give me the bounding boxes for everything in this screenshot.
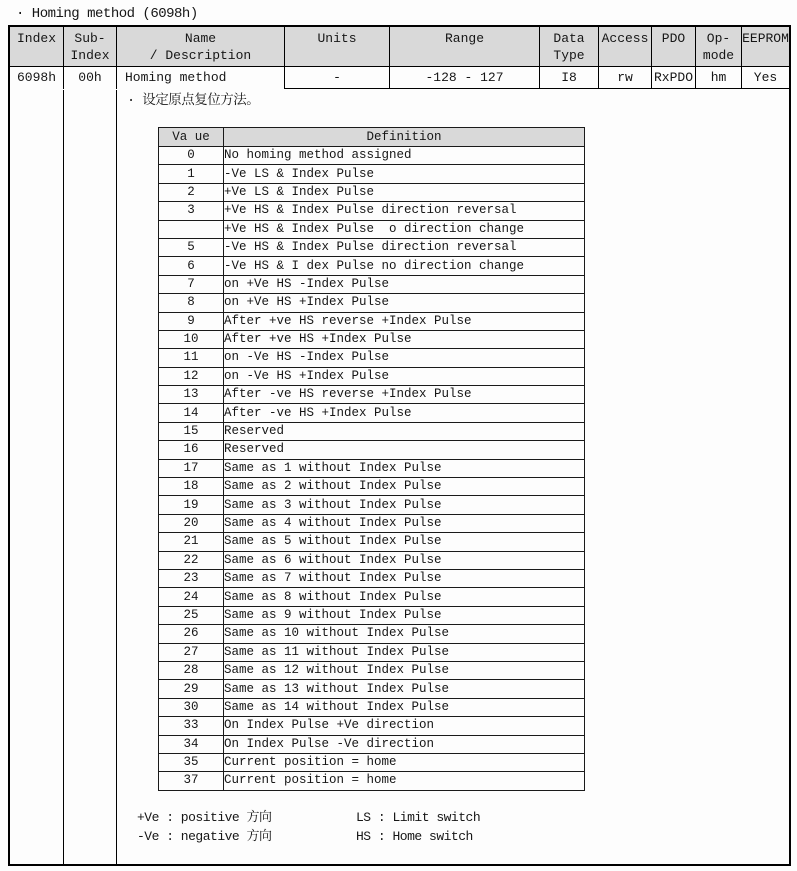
definition-cell: Same as 9 without Index Pulse: [224, 606, 585, 624]
value-cell: 5: [159, 238, 224, 256]
value-table-row: [159, 238, 585, 256]
definition-cell: No homing method assigned: [224, 147, 585, 165]
object-spec-table: [8, 25, 791, 866]
definition-cell: After -ve HS +Index Pulse: [224, 404, 585, 422]
col-header-units: [285, 27, 390, 66]
value-table-row: [159, 275, 585, 293]
col-header-line: Name: [184, 31, 217, 46]
homing-method-value-table: [158, 127, 585, 791]
value-table-row: [159, 698, 585, 716]
value-cell: 10: [159, 330, 224, 348]
value-cell: 2: [159, 183, 224, 201]
value-cell: 7: [159, 275, 224, 293]
access-value: rw: [599, 67, 652, 89]
value-table-body: [159, 147, 585, 791]
description-area: [10, 90, 789, 864]
data-type-value: I8: [540, 67, 599, 89]
value-table-row: [159, 367, 585, 385]
object-description: · 设定原点复位方法。: [127, 94, 260, 109]
col-header-line: Data: [553, 31, 585, 46]
value-cell: 27: [159, 643, 224, 661]
sub-index-column-divider: [116, 90, 117, 864]
value-table-row: [159, 496, 585, 514]
definition-cell: Same as 14 without Index Pulse: [224, 698, 585, 716]
col-header-data-type: [540, 27, 599, 66]
value-cell: 21: [159, 533, 224, 551]
definition-cell: Same as 5 without Index Pulse: [224, 533, 585, 551]
definition-cell: Same as 12 without Index Pulse: [224, 661, 585, 679]
definition-cell: After -ve HS reverse +Index Pulse: [224, 386, 585, 404]
col-header-sub-index: [64, 27, 117, 66]
value-table-row: [159, 183, 585, 201]
col-header-line: / Description: [149, 48, 252, 63]
col-header-index: [10, 27, 64, 66]
col-header-line: Units: [317, 31, 357, 46]
definition-cell: Reserved: [224, 422, 585, 440]
legend-negative: -Ve : negative 方向: [137, 829, 272, 844]
col-header-pdo: [652, 27, 696, 66]
eeprom-value: Yes: [742, 67, 789, 89]
definition-cell: Same as 2 without Index Pulse: [224, 478, 585, 496]
value-cell: 18: [159, 478, 224, 496]
col-header-line: EEPROM: [742, 31, 789, 46]
definition-cell: on -Ve HS +Index Pulse: [224, 367, 585, 385]
value-table-row: [159, 441, 585, 459]
object-name: Homing method: [117, 67, 285, 89]
value-cell: 3: [159, 202, 224, 220]
value-table-row: [159, 735, 585, 753]
value-table-row: [159, 147, 585, 165]
value-table-row: [159, 478, 585, 496]
col-header-line: PDO: [661, 31, 686, 46]
definition-cell: On Index Pulse -Ve direction: [224, 735, 585, 753]
col-header-access: [599, 27, 652, 66]
value-cell: 26: [159, 625, 224, 643]
value-table-row: [159, 569, 585, 587]
value-cell: 22: [159, 551, 224, 569]
definition-cell: -Ve HS & Index Pulse direction reversal: [224, 238, 585, 256]
definition-cell: on +Ve HS +Index Pulse: [224, 294, 585, 312]
pdo-value: RxPDO: [652, 67, 696, 89]
value-cell: 0: [159, 147, 224, 165]
col-header-op-mode: [696, 27, 742, 66]
value-table-row: [159, 220, 585, 238]
value-table-row: [159, 386, 585, 404]
value-table-row: [159, 625, 585, 643]
value-cell: 16: [159, 441, 224, 459]
value-table-row: [159, 330, 585, 348]
legend-limit-switch: LS : Limit switch: [356, 810, 481, 825]
value-table-row: [159, 294, 585, 312]
col-header-line: Index: [70, 48, 110, 63]
col-header-line: Type: [553, 48, 585, 63]
value-table-row: [159, 422, 585, 440]
value-cell: 13: [159, 386, 224, 404]
value-table-row: [159, 257, 585, 275]
spec-header-row: [10, 27, 789, 67]
value-cell: 17: [159, 459, 224, 477]
value-table-row: [159, 661, 585, 679]
definition-cell: Same as 3 without Index Pulse: [224, 496, 585, 514]
value-cell: 19: [159, 496, 224, 514]
value-cell: 35: [159, 753, 224, 771]
value-cell: 34: [159, 735, 224, 753]
col-header-range: [390, 27, 540, 66]
definition-cell: -Ve HS & I dex Pulse no direction change: [224, 257, 585, 275]
col-header-line: Index: [16, 31, 56, 46]
col-header-line: mode: [702, 48, 735, 63]
value-cell: 20: [159, 514, 224, 532]
definition-cell: On Index Pulse +Ve direction: [224, 717, 585, 735]
definition-cell: +Ve LS & Index Pulse: [224, 183, 585, 201]
definition-cell: Current position = home: [224, 753, 585, 771]
range-value: -128 - 127: [390, 67, 540, 89]
value-table-row: [159, 533, 585, 551]
value-cell: 37: [159, 772, 224, 790]
value-table-row: [159, 606, 585, 624]
value-cell: 9: [159, 312, 224, 330]
value-table-row: [159, 312, 585, 330]
value-table-row: [159, 753, 585, 771]
value-cell: 28: [159, 661, 224, 679]
definition-cell: After +ve HS +Index Pulse: [224, 330, 585, 348]
definition-cell: Same as 8 without Index Pulse: [224, 588, 585, 606]
value-cell: [159, 220, 224, 238]
value-cell: 8: [159, 294, 224, 312]
index-column-divider: [63, 90, 64, 864]
definition-cell: Same as 4 without Index Pulse: [224, 514, 585, 532]
value-cell: 14: [159, 404, 224, 422]
definition-cell: on -Ve HS -Index Pulse: [224, 349, 585, 367]
value-table-row: [159, 551, 585, 569]
definition-cell: on +Ve HS -Index Pulse: [224, 275, 585, 293]
value-cell: 24: [159, 588, 224, 606]
op-mode-value: hm: [696, 67, 742, 89]
value-cell: 23: [159, 569, 224, 587]
value-cell: 6: [159, 257, 224, 275]
definition-cell: Same as 7 without Index Pulse: [224, 569, 585, 587]
index-value: 6098h: [10, 67, 64, 89]
value-table-row: [159, 680, 585, 698]
col-header-line: Range: [444, 31, 484, 46]
definition-cell: -Ve LS & Index Pulse: [224, 165, 585, 183]
definition-cell: After +ve HS reverse +Index Pulse: [224, 312, 585, 330]
definition-cell: Same as 1 without Index Pulse: [224, 459, 585, 477]
value-table-row: [159, 588, 585, 606]
value-cell: 1: [159, 165, 224, 183]
definition-column-header: Definition: [224, 128, 585, 147]
value-table-row: [159, 717, 585, 735]
value-cell: 15: [159, 422, 224, 440]
value-cell: 30: [159, 698, 224, 716]
sub-index-value: 00h: [64, 67, 117, 89]
definition-cell: +Ve HS & Index Pulse direction reversal: [224, 202, 585, 220]
units-value: -: [285, 67, 390, 89]
value-table-row: [159, 772, 585, 790]
legend-positive: +Ve : positive 方向: [137, 810, 272, 825]
value-table-header-row: [159, 128, 585, 147]
page-title: · Homing method (6098h): [16, 6, 198, 22]
definition-cell: Same as 10 without Index Pulse: [224, 625, 585, 643]
value-cell: 33: [159, 717, 224, 735]
value-table-row: [159, 643, 585, 661]
spec-data-row: [10, 67, 789, 89]
value-column-header: Va ue: [159, 128, 224, 147]
col-header-line: Sub-: [74, 31, 106, 46]
value-cell: 12: [159, 367, 224, 385]
definition-cell: Same as 13 without Index Pulse: [224, 680, 585, 698]
value-cell: 25: [159, 606, 224, 624]
definition-cell: Reserved: [224, 441, 585, 459]
definition-cell: +Ve HS & Index Pulse o direction change: [224, 220, 585, 238]
col-header-name-description: [117, 27, 285, 66]
value-cell: 11: [159, 349, 224, 367]
col-header-line: Op-: [706, 31, 731, 46]
value-cell: 29: [159, 680, 224, 698]
legend-home-switch: HS : Home switch: [356, 829, 473, 844]
definition-cell: Same as 11 without Index Pulse: [224, 643, 585, 661]
definition-cell: Current position = home: [224, 772, 585, 790]
value-table-row: [159, 514, 585, 532]
value-table-row: [159, 349, 585, 367]
value-table-row: [159, 404, 585, 422]
value-table-row: [159, 165, 585, 183]
value-table-row: [159, 202, 585, 220]
definition-cell: Same as 6 without Index Pulse: [224, 551, 585, 569]
value-table-row: [159, 459, 585, 477]
col-header-line: Access: [601, 31, 649, 46]
col-header-eeprom: [742, 27, 789, 66]
